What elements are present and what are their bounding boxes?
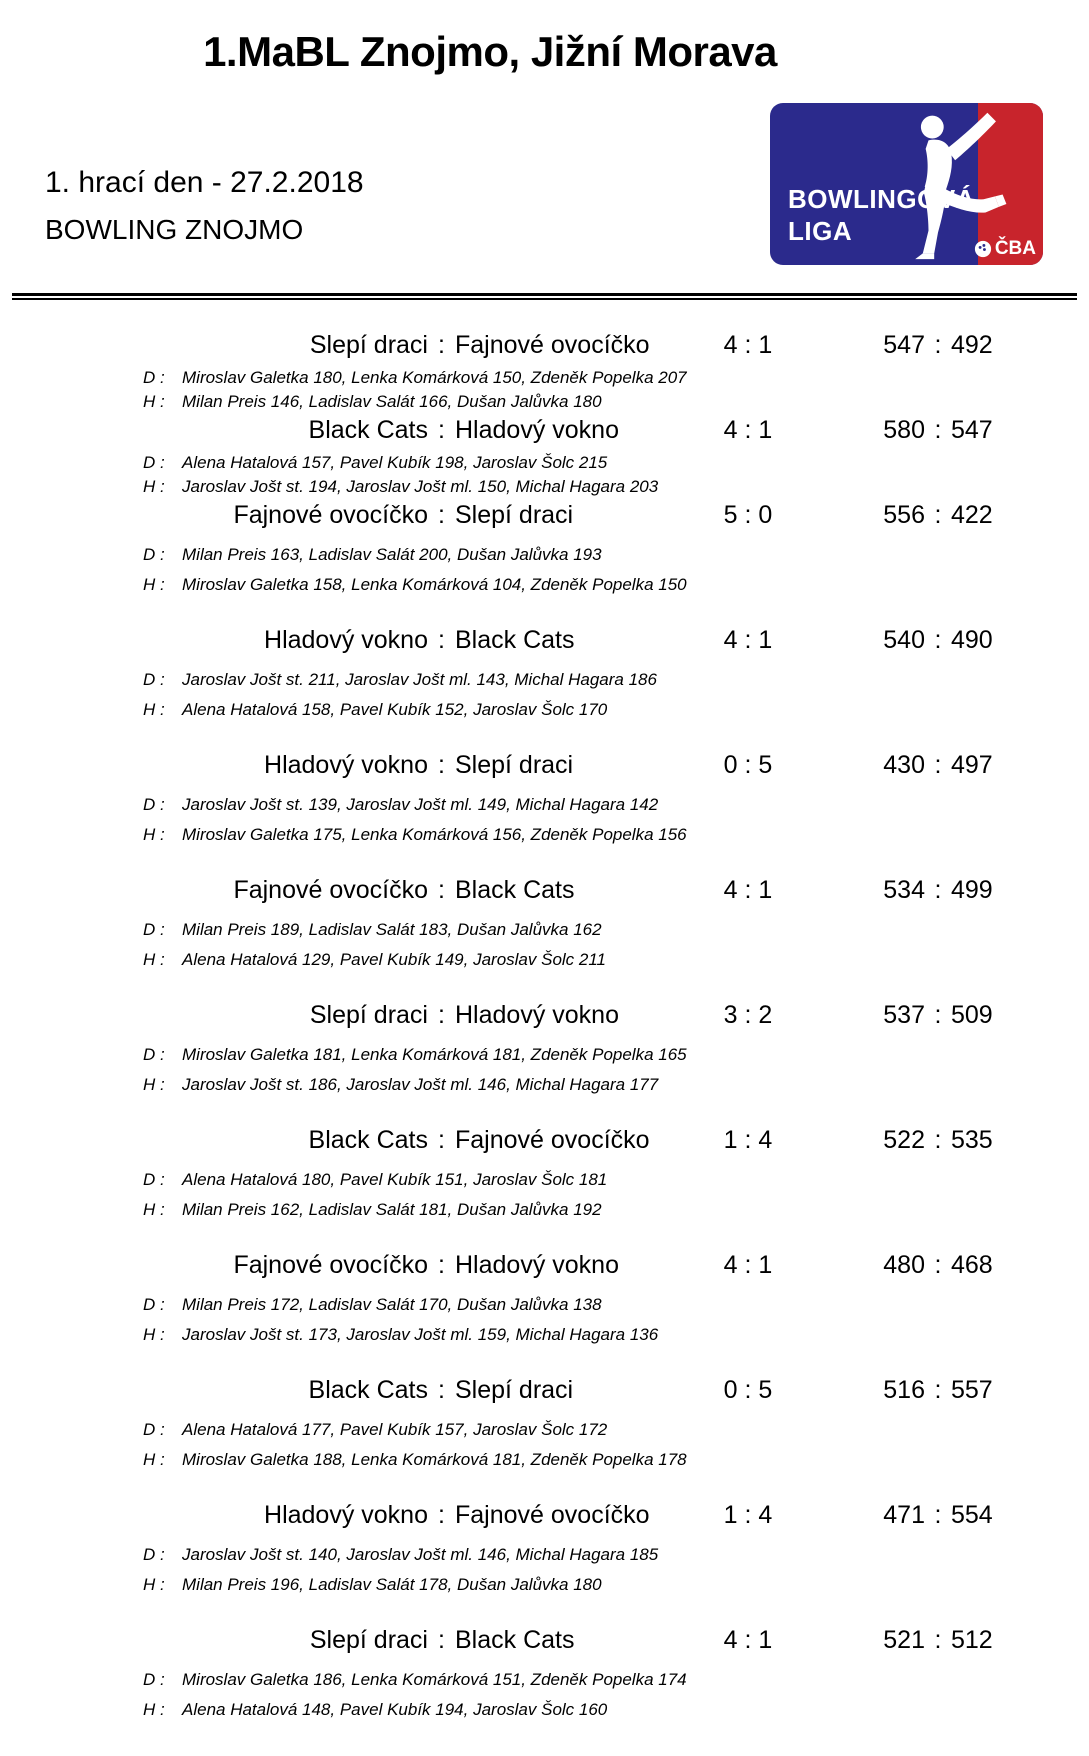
team-separator: : (438, 1626, 445, 1654)
home-players: Jaroslav Jošt st. 140, Jaroslav Jošt ml. 146, Michal Hagara 185 (182, 1545, 659, 1564)
match-header-row (0, 1500, 1089, 1530)
pins-away: 554 (951, 1501, 993, 1529)
away-label: H : (143, 1200, 165, 1219)
away-team-name: Slepí draci (455, 1376, 574, 1404)
pins-separator: : (934, 1126, 942, 1154)
away-label: H : (143, 1450, 165, 1469)
logo-line2: LIGA (788, 216, 853, 246)
home-players-line (0, 544, 1089, 566)
team-separator: : (438, 876, 445, 904)
pins-separator: : (934, 331, 942, 359)
home-label: D : (143, 795, 165, 814)
pins-separator: : (934, 1501, 942, 1529)
team-separator: : (438, 751, 445, 779)
match-points: 4 : 1 (723, 1626, 773, 1654)
home-team-name: Fajnové ovocíčko (233, 1251, 428, 1279)
match-result-block (0, 625, 1089, 721)
away-players-line (0, 824, 1089, 846)
pins-separator: : (934, 501, 942, 529)
away-label: H : (143, 1575, 165, 1594)
pins-away: 497 (951, 751, 993, 779)
home-label: D : (143, 1045, 165, 1064)
team-separator: : (438, 1001, 445, 1029)
away-players: Alena Hatalová 129, Pavel Kubík 149, Jaroslav Šolc 211 (182, 950, 607, 969)
pins-home: 471 (883, 1501, 925, 1529)
home-label: D : (143, 1545, 165, 1564)
match-points: 5 : 0 (723, 501, 773, 529)
pins-away: 422 (951, 501, 993, 529)
home-players: Milan Preis 172, Ladislav Salát 170, Dušan Jalůvka 138 (182, 1295, 602, 1314)
away-team-name: Hladový vokno (455, 416, 619, 444)
pins-separator: : (934, 1001, 942, 1029)
away-label: H : (143, 1325, 165, 1344)
header-divider (12, 293, 1077, 300)
home-players: Jaroslav Jošt st. 211, Jaroslav Jošt ml. 143, Michal Hagara 186 (182, 670, 657, 689)
away-team-name: Black Cats (455, 626, 575, 654)
home-players-line (0, 1294, 1089, 1316)
pins-home: 556 (883, 501, 925, 529)
away-players: Milan Preis 196, Ladislav Salát 178, Dušan Jalůvka 180 (182, 1575, 602, 1594)
match-header-row (0, 415, 1089, 445)
match-points: 4 : 1 (723, 1251, 773, 1279)
away-players-line (0, 1074, 1089, 1096)
home-team-name: Slepí draci (309, 1001, 428, 1029)
pins-home: 547 (883, 331, 925, 359)
home-players-line (0, 669, 1089, 691)
match-result-block (0, 415, 1089, 498)
home-players: Alena Hatalová 177, Pavel Kubík 157, Jaroslav Šolc 172 (182, 1420, 608, 1439)
pins-away: 468 (951, 1251, 993, 1279)
match-result-block (0, 1000, 1089, 1096)
pins-home: 540 (883, 626, 925, 654)
pins-away: 492 (951, 331, 993, 359)
logo-wordmark (788, 183, 975, 247)
match-result-block (0, 1125, 1089, 1221)
pins-away: 512 (951, 1626, 993, 1654)
match-result-block (0, 1375, 1089, 1471)
pins-separator: : (934, 751, 942, 779)
pins-away: 547 (951, 416, 993, 444)
pins-home: 522 (883, 1126, 925, 1154)
home-players-line (0, 1669, 1089, 1691)
away-team-name: Hladový vokno (455, 1251, 619, 1279)
away-players-line (0, 1199, 1089, 1221)
away-players-line (0, 1449, 1089, 1471)
away-players: Miroslav Galetka 188, Lenka Komárková 181, Zdeněk Popelka 178 (182, 1450, 687, 1469)
away-label: H : (143, 825, 165, 844)
match-result-block (0, 750, 1089, 846)
home-team-name: Fajnové ovocíčko (233, 876, 428, 904)
pins-home: 534 (883, 876, 925, 904)
away-players-line (0, 574, 1089, 596)
match-header-row (0, 1000, 1089, 1030)
away-label: H : (143, 392, 165, 411)
pins-home: 430 (883, 751, 925, 779)
away-players: Miroslav Galetka 175, Lenka Komárková 156, Zdeněk Popelka 156 (182, 825, 687, 844)
away-label: H : (143, 700, 165, 719)
match-header-row (0, 875, 1089, 905)
away-players: Jaroslav Jošt st. 186, Jaroslav Jošt ml. 146, Michal Hagara 177 (182, 1075, 659, 1094)
home-players: Miroslav Galetka 181, Lenka Komárková 181, Zdeněk Popelka 165 (182, 1045, 687, 1064)
team-separator: : (438, 1501, 445, 1529)
match-result-block (0, 1500, 1089, 1596)
away-team-name: Fajnové ovocíčko (455, 1126, 650, 1154)
away-players: Alena Hatalová 158, Pavel Kubík 152, Jaroslav Šolc 170 (182, 700, 608, 719)
play-day: 1. hrací den - 27.2.2018 (45, 166, 364, 199)
home-label: D : (143, 920, 165, 939)
home-label: D : (143, 1295, 165, 1314)
away-players-line (0, 391, 1089, 413)
pins-separator: : (934, 626, 942, 654)
home-players: Miroslav Galetka 180, Lenka Komárková 150, Zdeněk Popelka 207 (182, 368, 687, 387)
away-label: H : (143, 477, 165, 496)
away-team-name: Black Cats (455, 876, 575, 904)
match-list (0, 330, 1089, 1750)
away-players-line (0, 949, 1089, 971)
match-header-row (0, 1375, 1089, 1405)
home-players: Milan Preis 163, Ladislav Salát 200, Dušan Jalůvka 193 (182, 545, 602, 564)
away-label: H : (143, 1075, 165, 1094)
away-players-line (0, 1699, 1089, 1721)
team-separator: : (438, 501, 445, 529)
home-players: Alena Hatalová 180, Pavel Kubík 151, Jaroslav Šolc 181 (182, 1170, 608, 1189)
pins-separator: : (934, 1626, 942, 1654)
match-header-row (0, 625, 1089, 655)
page-title: 1.MaBL Znojmo, Jižní Morava (203, 28, 777, 75)
pins-separator: : (934, 1251, 942, 1279)
pins-away: 509 (951, 1001, 993, 1029)
cba-label: ČBA (994, 238, 1036, 259)
match-points: 0 : 5 (723, 1376, 773, 1404)
match-result-block (0, 330, 1089, 413)
match-points: 3 : 2 (723, 1001, 773, 1029)
away-label: H : (143, 950, 165, 969)
home-team-name: Slepí draci (309, 331, 428, 359)
away-players-line (0, 699, 1089, 721)
home-players: Miroslav Galetka 186, Lenka Komárková 151, Zdeněk Popelka 174 (182, 1670, 687, 1689)
logo-line1: BOWLINGOVÁ (788, 184, 975, 214)
pins-separator: : (934, 876, 942, 904)
away-players: Miroslav Galetka 158, Lenka Komárková 104, Zdeněk Popelka 150 (182, 575, 687, 594)
venue-name: BOWLING ZNOJMO (45, 214, 304, 245)
pins-home: 580 (883, 416, 925, 444)
match-result-block (0, 500, 1089, 596)
team-separator: : (438, 1126, 445, 1154)
team-separator: : (438, 416, 445, 444)
home-players-line (0, 1419, 1089, 1441)
pins-home: 516 (883, 1376, 925, 1404)
home-team-name: Black Cats (308, 1126, 428, 1154)
home-team-name: Hladový vokno (264, 1501, 428, 1529)
away-players: Milan Preis 146, Ladislav Salát 166, Dušan Jalůvka 180 (182, 392, 602, 411)
home-team-name: Hladový vokno (264, 751, 428, 779)
home-players-line (0, 1169, 1089, 1191)
home-players-line (0, 452, 1089, 474)
match-result-block (0, 875, 1089, 971)
home-label: D : (143, 368, 165, 387)
match-points: 4 : 1 (723, 416, 773, 444)
pins-separator: : (934, 416, 942, 444)
away-players: Jaroslav Jošt st. 173, Jaroslav Jošt ml. 159, Michal Hagara 136 (182, 1325, 659, 1344)
bowling-ball-icon (974, 240, 992, 258)
match-points: 4 : 1 (723, 331, 773, 359)
match-header-row (0, 750, 1089, 780)
away-team-name: Slepí draci (455, 751, 574, 779)
match-header-row (0, 1125, 1089, 1155)
pins-home: 537 (883, 1001, 925, 1029)
away-label: H : (143, 1700, 165, 1719)
pins-home: 480 (883, 1251, 925, 1279)
away-team-name: Fajnové ovocíčko (455, 331, 650, 359)
pins-separator: : (934, 1376, 942, 1404)
match-points: 4 : 1 (723, 876, 773, 904)
home-label: D : (143, 1670, 165, 1689)
match-header-row (0, 1625, 1089, 1655)
away-team-name: Fajnové ovocíčko (455, 1501, 650, 1529)
away-players: Alena Hatalová 148, Pavel Kubík 194, Jaroslav Šolc 160 (182, 1700, 608, 1719)
away-players: Milan Preis 162, Ladislav Salát 181, Dušan Jalůvka 192 (182, 1200, 602, 1219)
cba-mark (974, 238, 1036, 260)
home-players-line (0, 367, 1089, 389)
home-players: Milan Preis 189, Ladislav Salát 183, Dušan Jalůvka 162 (182, 920, 602, 939)
home-team-name: Fajnové ovocíčko (233, 501, 428, 529)
home-players-line (0, 1044, 1089, 1066)
away-players: Jaroslav Jošt st. 194, Jaroslav Jošt ml. 150, Michal Hagara 203 (182, 477, 659, 496)
home-players: Jaroslav Jošt st. 139, Jaroslav Jošt ml. 149, Michal Hagara 142 (182, 795, 659, 814)
home-label: D : (143, 1420, 165, 1439)
match-points: 4 : 1 (723, 626, 773, 654)
home-players-line (0, 919, 1089, 941)
home-team-name: Hladový vokno (264, 626, 428, 654)
match-points: 1 : 4 (723, 1501, 773, 1529)
match-result-block (0, 1250, 1089, 1346)
home-label: D : (143, 453, 165, 472)
bowlingova-liga-logo (770, 103, 1043, 265)
pins-away: 557 (951, 1376, 993, 1404)
away-team-name: Hladový vokno (455, 1001, 619, 1029)
away-team-name: Black Cats (455, 1626, 575, 1654)
away-players-line (0, 1574, 1089, 1596)
home-team-name: Slepí draci (309, 1626, 428, 1654)
home-label: D : (143, 1170, 165, 1189)
away-players-line (0, 476, 1089, 498)
match-header-row (0, 500, 1089, 530)
home-players: Alena Hatalová 157, Pavel Kubík 198, Jaroslav Šolc 215 (182, 453, 608, 472)
match-result-block (0, 1625, 1089, 1721)
match-header-row (0, 330, 1089, 360)
pins-away: 499 (951, 876, 993, 904)
away-players-line (0, 1324, 1089, 1346)
match-header-row (0, 1250, 1089, 1280)
away-team-name: Slepí draci (455, 501, 574, 529)
team-separator: : (438, 1251, 445, 1279)
match-points: 0 : 5 (723, 751, 773, 779)
home-team-name: Black Cats (308, 1376, 428, 1404)
pins-away: 535 (951, 1126, 993, 1154)
pins-away: 490 (951, 626, 993, 654)
match-points: 1 : 4 (723, 1126, 773, 1154)
team-separator: : (438, 331, 445, 359)
away-label: H : (143, 575, 165, 594)
pins-home: 521 (883, 1626, 925, 1654)
home-label: D : (143, 670, 165, 689)
team-separator: : (438, 626, 445, 654)
home-label: D : (143, 545, 165, 564)
home-players-line (0, 794, 1089, 816)
team-separator: : (438, 1376, 445, 1404)
home-players-line (0, 1544, 1089, 1566)
home-team-name: Black Cats (308, 416, 428, 444)
